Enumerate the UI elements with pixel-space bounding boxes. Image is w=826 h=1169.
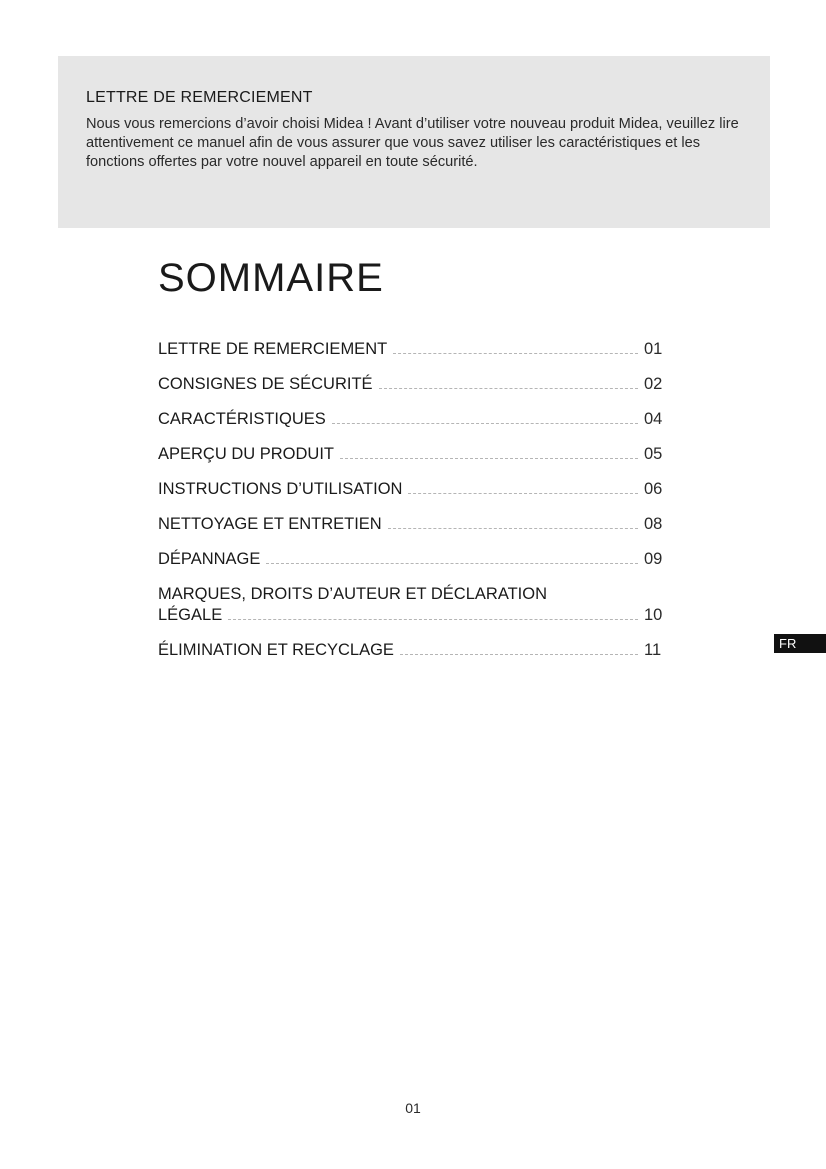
toc-leader <box>340 458 638 459</box>
toc-item-label: NETTOYAGE ET ENTRETIEN <box>158 515 382 533</box>
toc-item-label: APERÇU DU PRODUIT <box>158 445 335 463</box>
toc-item-page: 09 <box>644 550 663 568</box>
toc-item-line2 <box>158 605 668 626</box>
toc-item-label: LETTRE DE REMERCIEMENT <box>158 340 388 358</box>
toc-item-page: 04 <box>644 410 663 428</box>
toc-item-label-line2: LÉGALE <box>158 606 223 624</box>
toc-item-apercu[interactable] <box>158 444 668 465</box>
thanks-text: Nous vous remercions d’avoir choisi Midea ! Avant d’utiliser votre nouveau produit Midea, veuillez lire attentivement ce manuel afin de vous assurer que vous savez utiliser les caractéristiques et les fonctions offertes par votre nouvel appareil en toute sécurité. <box>86 116 739 170</box>
language-tab: FR <box>774 634 826 653</box>
thanks-section <box>58 56 770 228</box>
toc-leader <box>379 388 638 389</box>
toc-item-caracteristiques[interactable] <box>158 409 668 430</box>
toc-leader <box>400 654 638 655</box>
toc-item-page: 01 <box>644 340 663 358</box>
toc-item-page: 10 <box>644 606 663 624</box>
toc-item-instructions[interactable] <box>158 479 668 500</box>
toc-title: SOMMAIRE <box>158 256 384 300</box>
toc-item-label-line1: MARQUES, DROITS D’AUTEUR ET DÉCLARATION <box>158 585 548 603</box>
toc-item-label: ÉLIMINATION ET RECYCLAGE <box>158 641 394 659</box>
toc-leader <box>228 619 638 620</box>
thanks-title: LETTRE DE REMERCIEMENT <box>86 89 313 106</box>
toc-item-depannage[interactable] <box>158 549 668 570</box>
toc-item-elimination[interactable] <box>158 640 668 661</box>
toc-item-label: INSTRUCTIONS D’UTILISATION <box>158 480 403 498</box>
toc-item-label: CONSIGNES DE SÉCURITÉ <box>158 375 373 393</box>
toc-item-lettre[interactable] <box>158 339 668 360</box>
toc-leader <box>266 563 638 564</box>
toc-item-page: 05 <box>644 445 663 463</box>
toc-leader <box>388 528 638 529</box>
toc-item-consignes[interactable] <box>158 374 668 395</box>
toc-item-nettoyage[interactable] <box>158 514 668 535</box>
page-number: 01 <box>405 1100 421 1116</box>
toc-item-page: 02 <box>644 375 663 393</box>
toc-leader <box>393 353 638 354</box>
toc-item-page: 11 <box>644 641 662 659</box>
toc-leader <box>332 423 638 424</box>
toc-item-label: DÉPANNAGE <box>158 550 261 568</box>
toc-item-page: 06 <box>644 480 663 498</box>
toc-leader <box>408 493 638 494</box>
toc-item-label-wrap <box>158 584 668 626</box>
toc-item-label: CARACTÉRISTIQUES <box>158 410 326 428</box>
toc-item-page: 08 <box>644 515 663 533</box>
toc-item-marques[interactable] <box>158 584 668 626</box>
table-of-contents <box>158 339 668 675</box>
